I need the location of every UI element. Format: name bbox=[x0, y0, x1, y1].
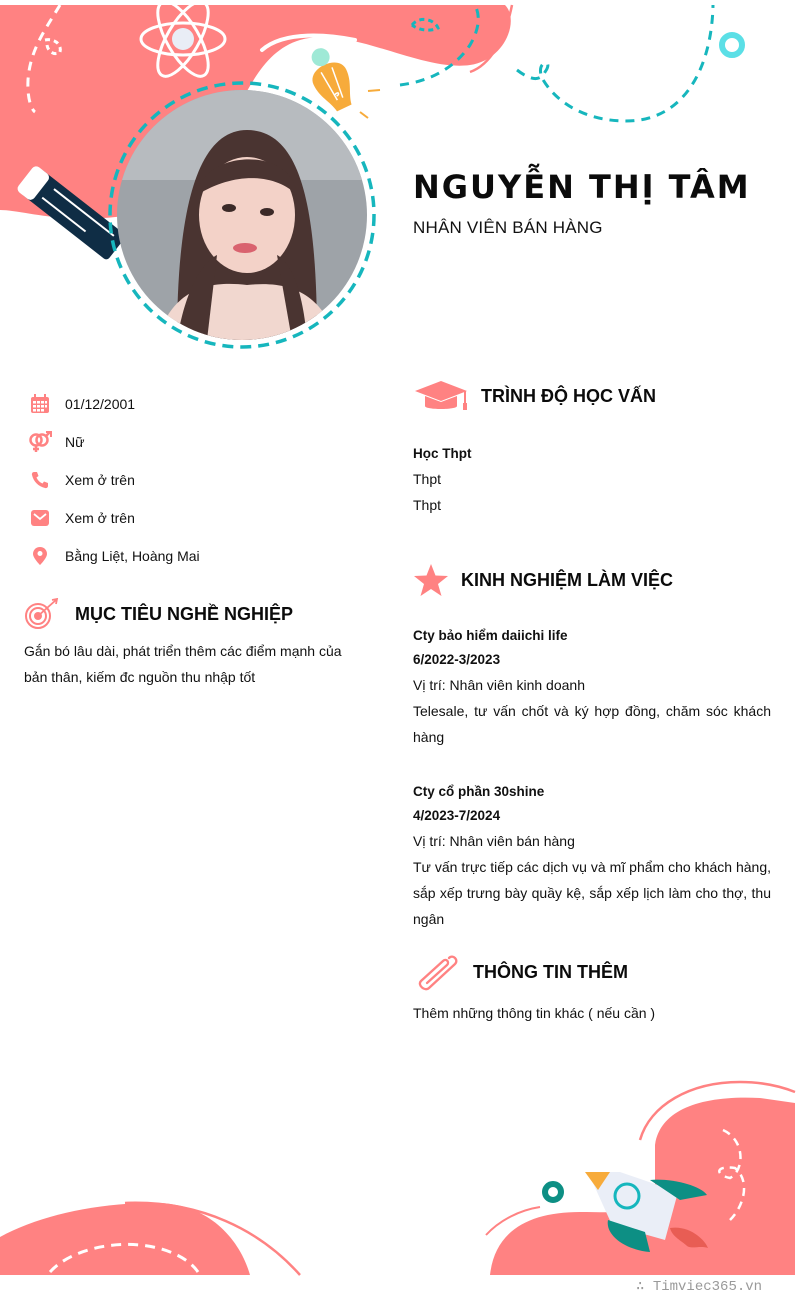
target-icon bbox=[24, 598, 60, 630]
experience-role: Vị trí: Nhân viên bán hàng bbox=[413, 833, 575, 849]
graduation-cap-icon bbox=[413, 379, 469, 413]
contact-item-phone bbox=[28, 461, 358, 499]
career-objective-section bbox=[24, 596, 344, 690]
education-entry bbox=[413, 442, 773, 518]
experience-entry bbox=[413, 780, 771, 932]
education-line: Thpt bbox=[413, 471, 442, 487]
rocket-icon bbox=[585, 1172, 708, 1252]
contact-item-birthday bbox=[28, 385, 358, 423]
phone-icon bbox=[28, 468, 52, 492]
watermark: ∴ Timviec365.vn bbox=[636, 1279, 763, 1295]
experience-period: 6/2022-3/2023 bbox=[413, 652, 501, 667]
experience-company: Cty bảo hiểm daiichi life bbox=[413, 628, 568, 643]
contact-item-gender bbox=[28, 423, 358, 461]
gender-value: Nữ bbox=[65, 434, 85, 450]
paperclip-icon bbox=[413, 952, 459, 992]
contact-item-email bbox=[28, 499, 358, 537]
address-value: Bằng Liệt, Hoàng Mai bbox=[65, 548, 200, 564]
calendar-icon bbox=[28, 392, 52, 416]
phone-value: Xem ở trên bbox=[65, 472, 135, 488]
gender-icon bbox=[28, 430, 52, 454]
additional-info-text: Thêm những thông tin khác ( nếu cần ) bbox=[413, 1005, 656, 1021]
education-school: Học Thpt bbox=[413, 446, 472, 461]
education-line: Thpt bbox=[413, 497, 442, 513]
experience-role: Vị trí: Nhân viên kinh doanh bbox=[413, 677, 585, 693]
additional-info-title: THÔNG TIN THÊM bbox=[473, 961, 628, 982]
career-objective-text: Gắn bó lâu dài, phát triển thêm các điểm mạnh của bản thân, kiếm đc nguồn thu nhập tốt bbox=[24, 643, 342, 685]
candidate-position: NHÂN VIÊN BÁN HÀNG bbox=[413, 218, 603, 237]
lightbulb-icon bbox=[301, 41, 361, 115]
experience-company: Cty cổ phần 30shine bbox=[413, 784, 545, 799]
candidate-name: NGUYỄN THỊ TÂM bbox=[413, 168, 751, 206]
career-objective-title: MỤC TIÊU NGHỀ NGHIỆP bbox=[75, 603, 294, 624]
birthday-value: 01/12/2001 bbox=[65, 396, 136, 412]
experience-period: 4/2023-7/2024 bbox=[413, 808, 501, 823]
contact-list bbox=[28, 385, 358, 575]
experience-entry bbox=[413, 624, 771, 750]
contact-item-address bbox=[28, 537, 358, 575]
location-icon bbox=[28, 544, 52, 568]
additional-info-section bbox=[413, 954, 773, 1026]
experience-description: Telesale, tư vấn chốt và ký hợp đồng, chăm sóc khách hàng bbox=[413, 703, 771, 745]
education-section bbox=[413, 378, 773, 518]
experience-description: Tư vấn trực tiếp các dịch vụ và mĩ phẩm cho khách hàng, sắp xếp trưng bày quầy kệ, sắp xếp lịch làm cho thợ, thu ngân bbox=[413, 859, 771, 927]
avatar bbox=[117, 90, 367, 340]
star-icon bbox=[413, 563, 449, 597]
email-icon bbox=[28, 506, 52, 530]
email-value: Xem ở trên bbox=[65, 510, 135, 526]
education-title: TRÌNH ĐỘ HỌC VẤN bbox=[481, 385, 656, 406]
work-experience-section bbox=[413, 562, 771, 932]
work-experience-title: KINH NGHIỆM LÀM VIỆC bbox=[461, 569, 674, 590]
